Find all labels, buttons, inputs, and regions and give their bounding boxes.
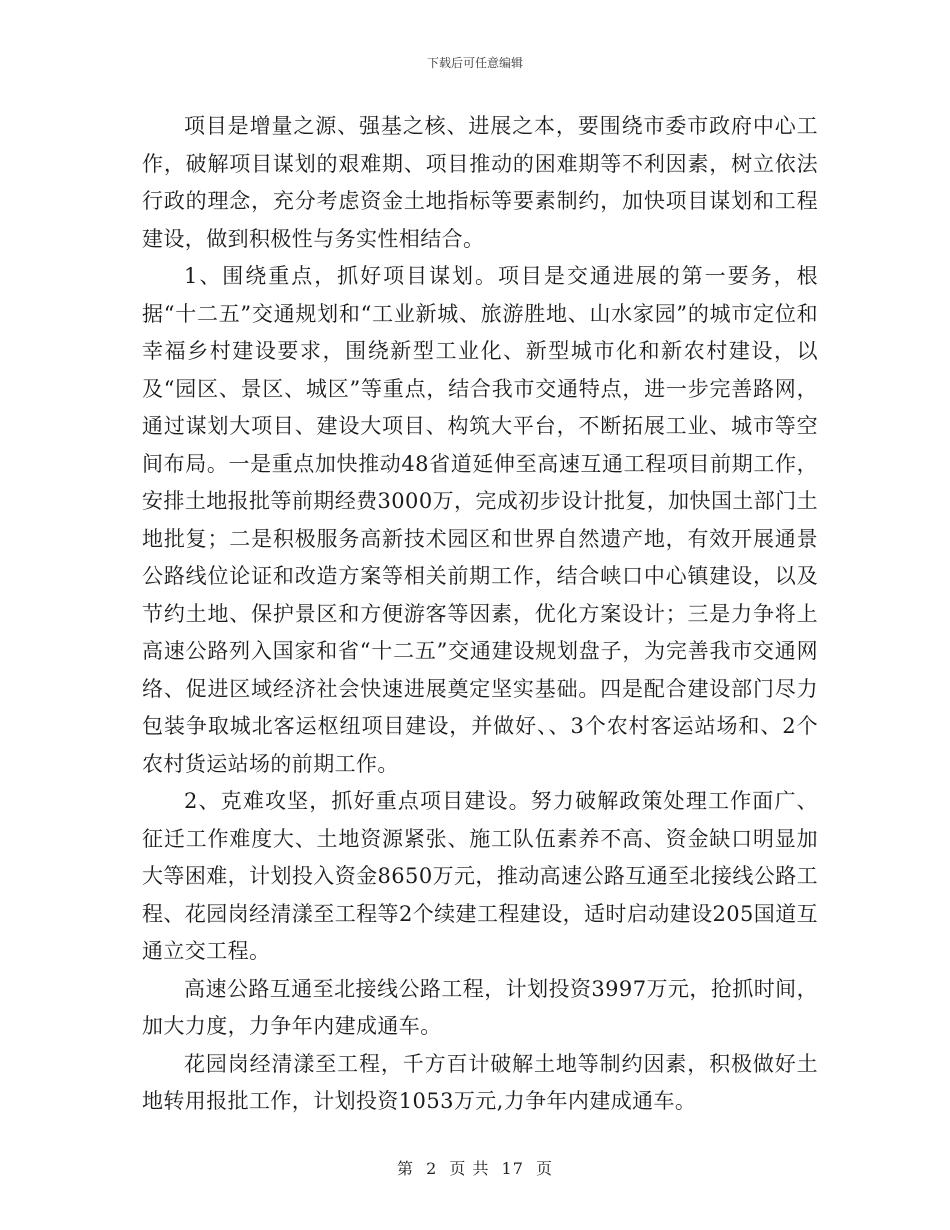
paragraph-intro: 项目是增量之源、强基之核、进展之本，要围绕市委市政府中心工作，破解项目谋划的艰难期、项目推动的困难期等不利因素，树立依法行政的理念，充分考虑资金土地指标等要素制约，加快项目谋划和工程建设，做到积极性与务实性相结合。 <box>142 114 818 251</box>
footer-total-pages: 17 <box>501 1159 524 1178</box>
page-header-note: 下载后可任意编辑 <box>426 56 523 70</box>
paragraph-highway-interchange: 高速公路互通至北接线公路工程，计划投资3997万元，抢抓时间，加大力度，力争年内建成通车。 <box>142 976 818 1038</box>
paragraph-key-construction: 2、克难攻坚，抓好重点项目建设。努力破解政策处理工作面广、征迁工作难度大、土地资源紧张、施工队伍素养不高、资金缺口明显加大等困难，计划投入资金8650万元，推动高速公路互通至北接线公路工程、花园岗经清漾至工程等2个续建工程建设，适时启动建设205国道互通立交工程。 <box>142 789 818 963</box>
footer-label-of: 页 共 <box>449 1159 490 1178</box>
footer-current-page: 2 <box>426 1159 438 1178</box>
page-footer <box>0 1156 950 1179</box>
paragraph-huayuangang-project: 花园岗经清漾至工程，千方百计破解土地等制约因素，积极做好土地转用报批工作，计划投资1053万元,力争年内建成通车。 <box>142 1051 818 1113</box>
document-body <box>142 108 818 1121</box>
footer-label-page: 第 <box>396 1159 414 1178</box>
paragraph-project-planning: 1、围绕重点，抓好项目谋划。项目是交通进展的第一要务，根据“十二五”交通规划和“工业新城、旅游胜地、山水家园”的城市定位和幸福乡村建设要求，围绕新型工业化、新型城市化和新农村建设，以及“园区、景区、城区”等重点，结合我市交通特点，进一步完善路网，通过谋划大项目、建设大项目、构筑大平台，不断拓展工业、城市等空间布局。一是重点加快推动48省道延伸至高速互通工程项目前期工作，安排土地报批等前期经费3000万，完成初步设计批复，加快国土部门土地批复；二是积极服务高新技术园区和世界自然遗产地，有效开展通景公路线位论证和改造方案等相关前期工作，结合峡口中心镇建设，以及节约土地、保护景区和方便游客等因素，优化方案设计；三是力争将上高速公路列入国家和省“十二五”交通建设规划盘子，为完善我市交通网络、促进区域经济社会快速进展奠定坚实基础。四是配合建设部门尽力包装争取城北客运枢纽项目建设，并做好、、3个农村客运站场和、2个农村货运站场的前期工作。 <box>142 264 818 776</box>
footer-label-end: 页 <box>536 1159 554 1178</box>
